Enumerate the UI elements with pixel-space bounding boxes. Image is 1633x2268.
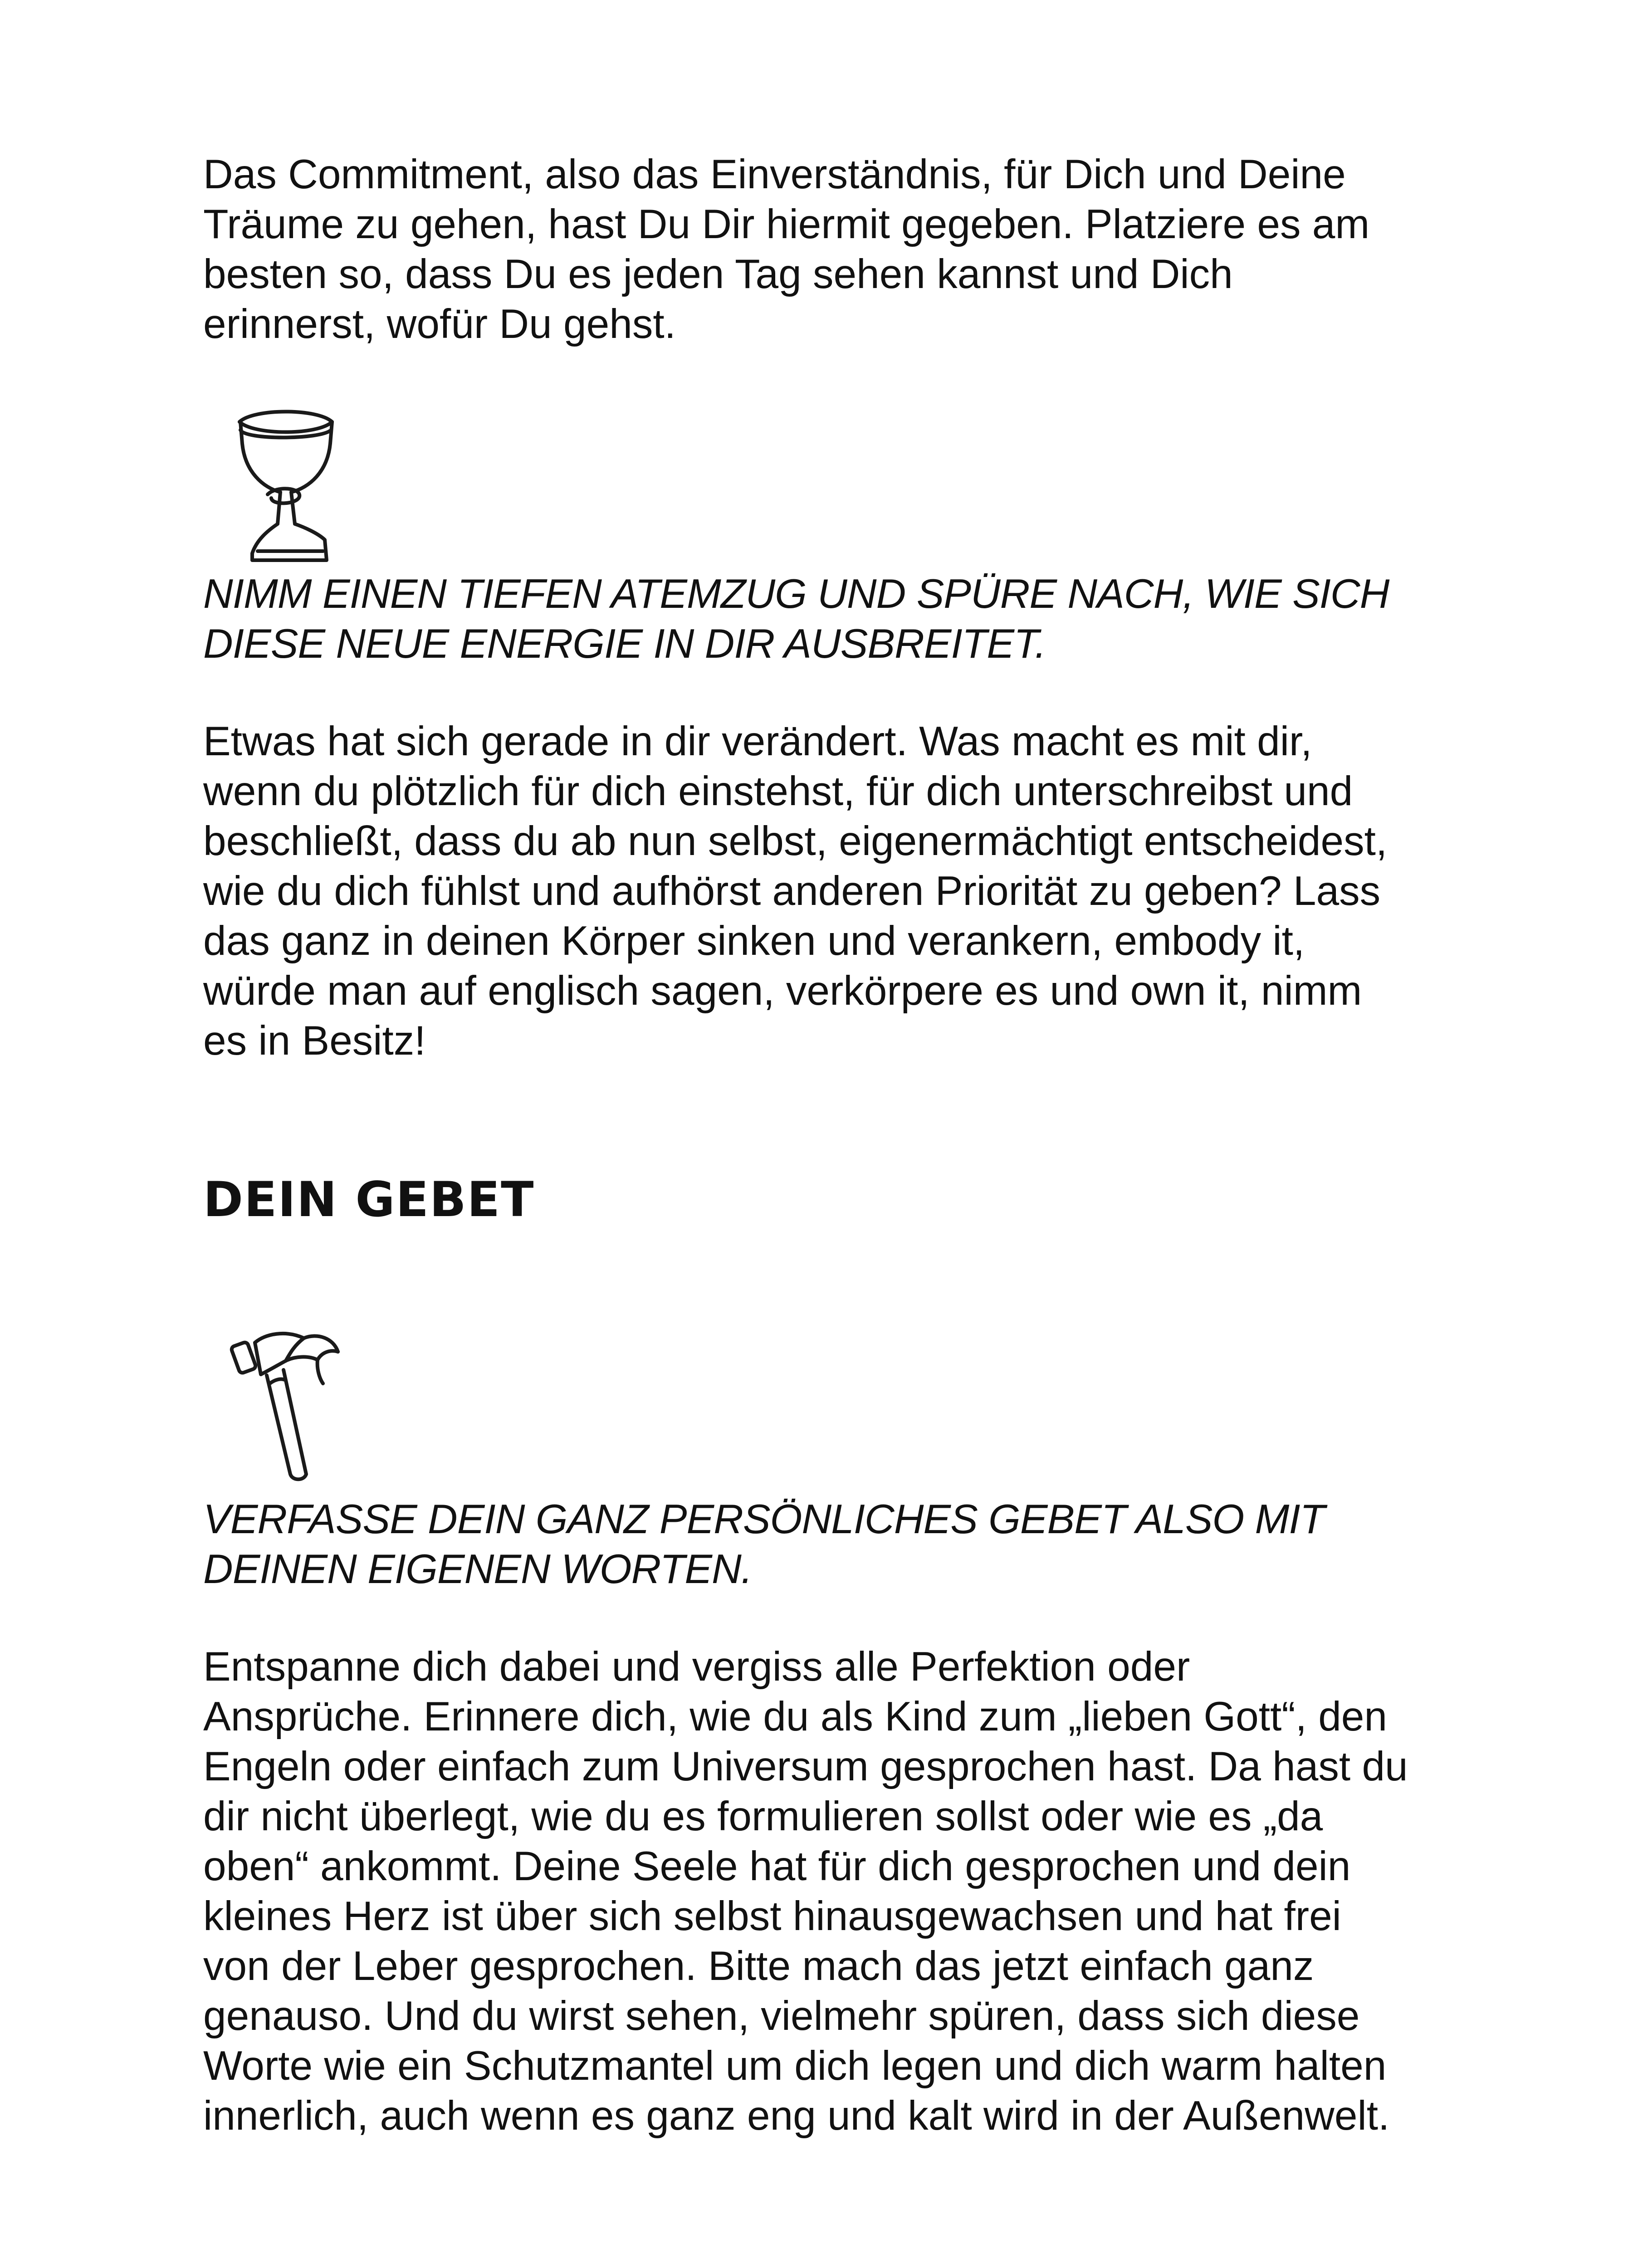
hammer-icon (227, 1325, 354, 1497)
breath-instruction: NIMM EINEN TIEFEN ATEMZUG UND SPÜRE NACH, WIE SICH DIESE NEUE ENERGIE IN DIR AUSBREITET. (203, 571, 1389, 667)
prayer-instruction: VERFASSE DEIN GANZ PERSÖNLICHES GEBET ALSO MIT DEINEN EIGENEN WORTEN. (203, 1496, 1325, 1592)
commitment-paragraph: Das Commitment, also das Einverständnis, für Dich und Deine Träume zu gehen, hast Du Dir hiermit gegeben. Platziere es am besten so, dass Du es jeden Tag sehen kannst und Dich erinnerst, wofür Du gehst. (203, 152, 1370, 347)
section-heading: DEIN GEBET (203, 1172, 535, 1227)
change-paragraph: Etwas hat sich gerade in dir verändert. Was macht es mit dir, wenn du plötzlich für dich einstehst, für dich unterschreibst und beschließt, dass du ab nun selbst, eigenermächtigt entscheidest, wie du dich fühlst und aufhörst anderen Priorität zu geben? Lass das ganz in deinen Körper sinken und verankern, embody it, würde man auf englisch sagen, verkörpere es und own it, nimm es in Besitz! (203, 719, 1388, 1064)
prayer-paragraph: Entspanne dich dabei und vergiss alle Perfektion oder Ansprüche. Erinnere dich, wie du als Kind zum „lieben Gott“, den Engeln oder einfach zum Universum gesprochen hast. Da hast du dir nicht überlegt, wie du es formulieren sollst oder wie es „da oben“ ankommt. Deine Seele hat für dich gesprochen und dein kleines Herz ist über sich selbst hinausgewachsen und hat frei von der Leber gesprochen. Bitte mach das jetzt einfach ganz genauso. Und du wirst sehen, vielmehr spüren, dass sich diese Worte wie ein Schutzmantel um dich legen und dich warm halten innerlich, auch wenn es ganz eng und kalt wird in der Außenwelt. (203, 1644, 1408, 2139)
chalice-icon (227, 404, 345, 567)
